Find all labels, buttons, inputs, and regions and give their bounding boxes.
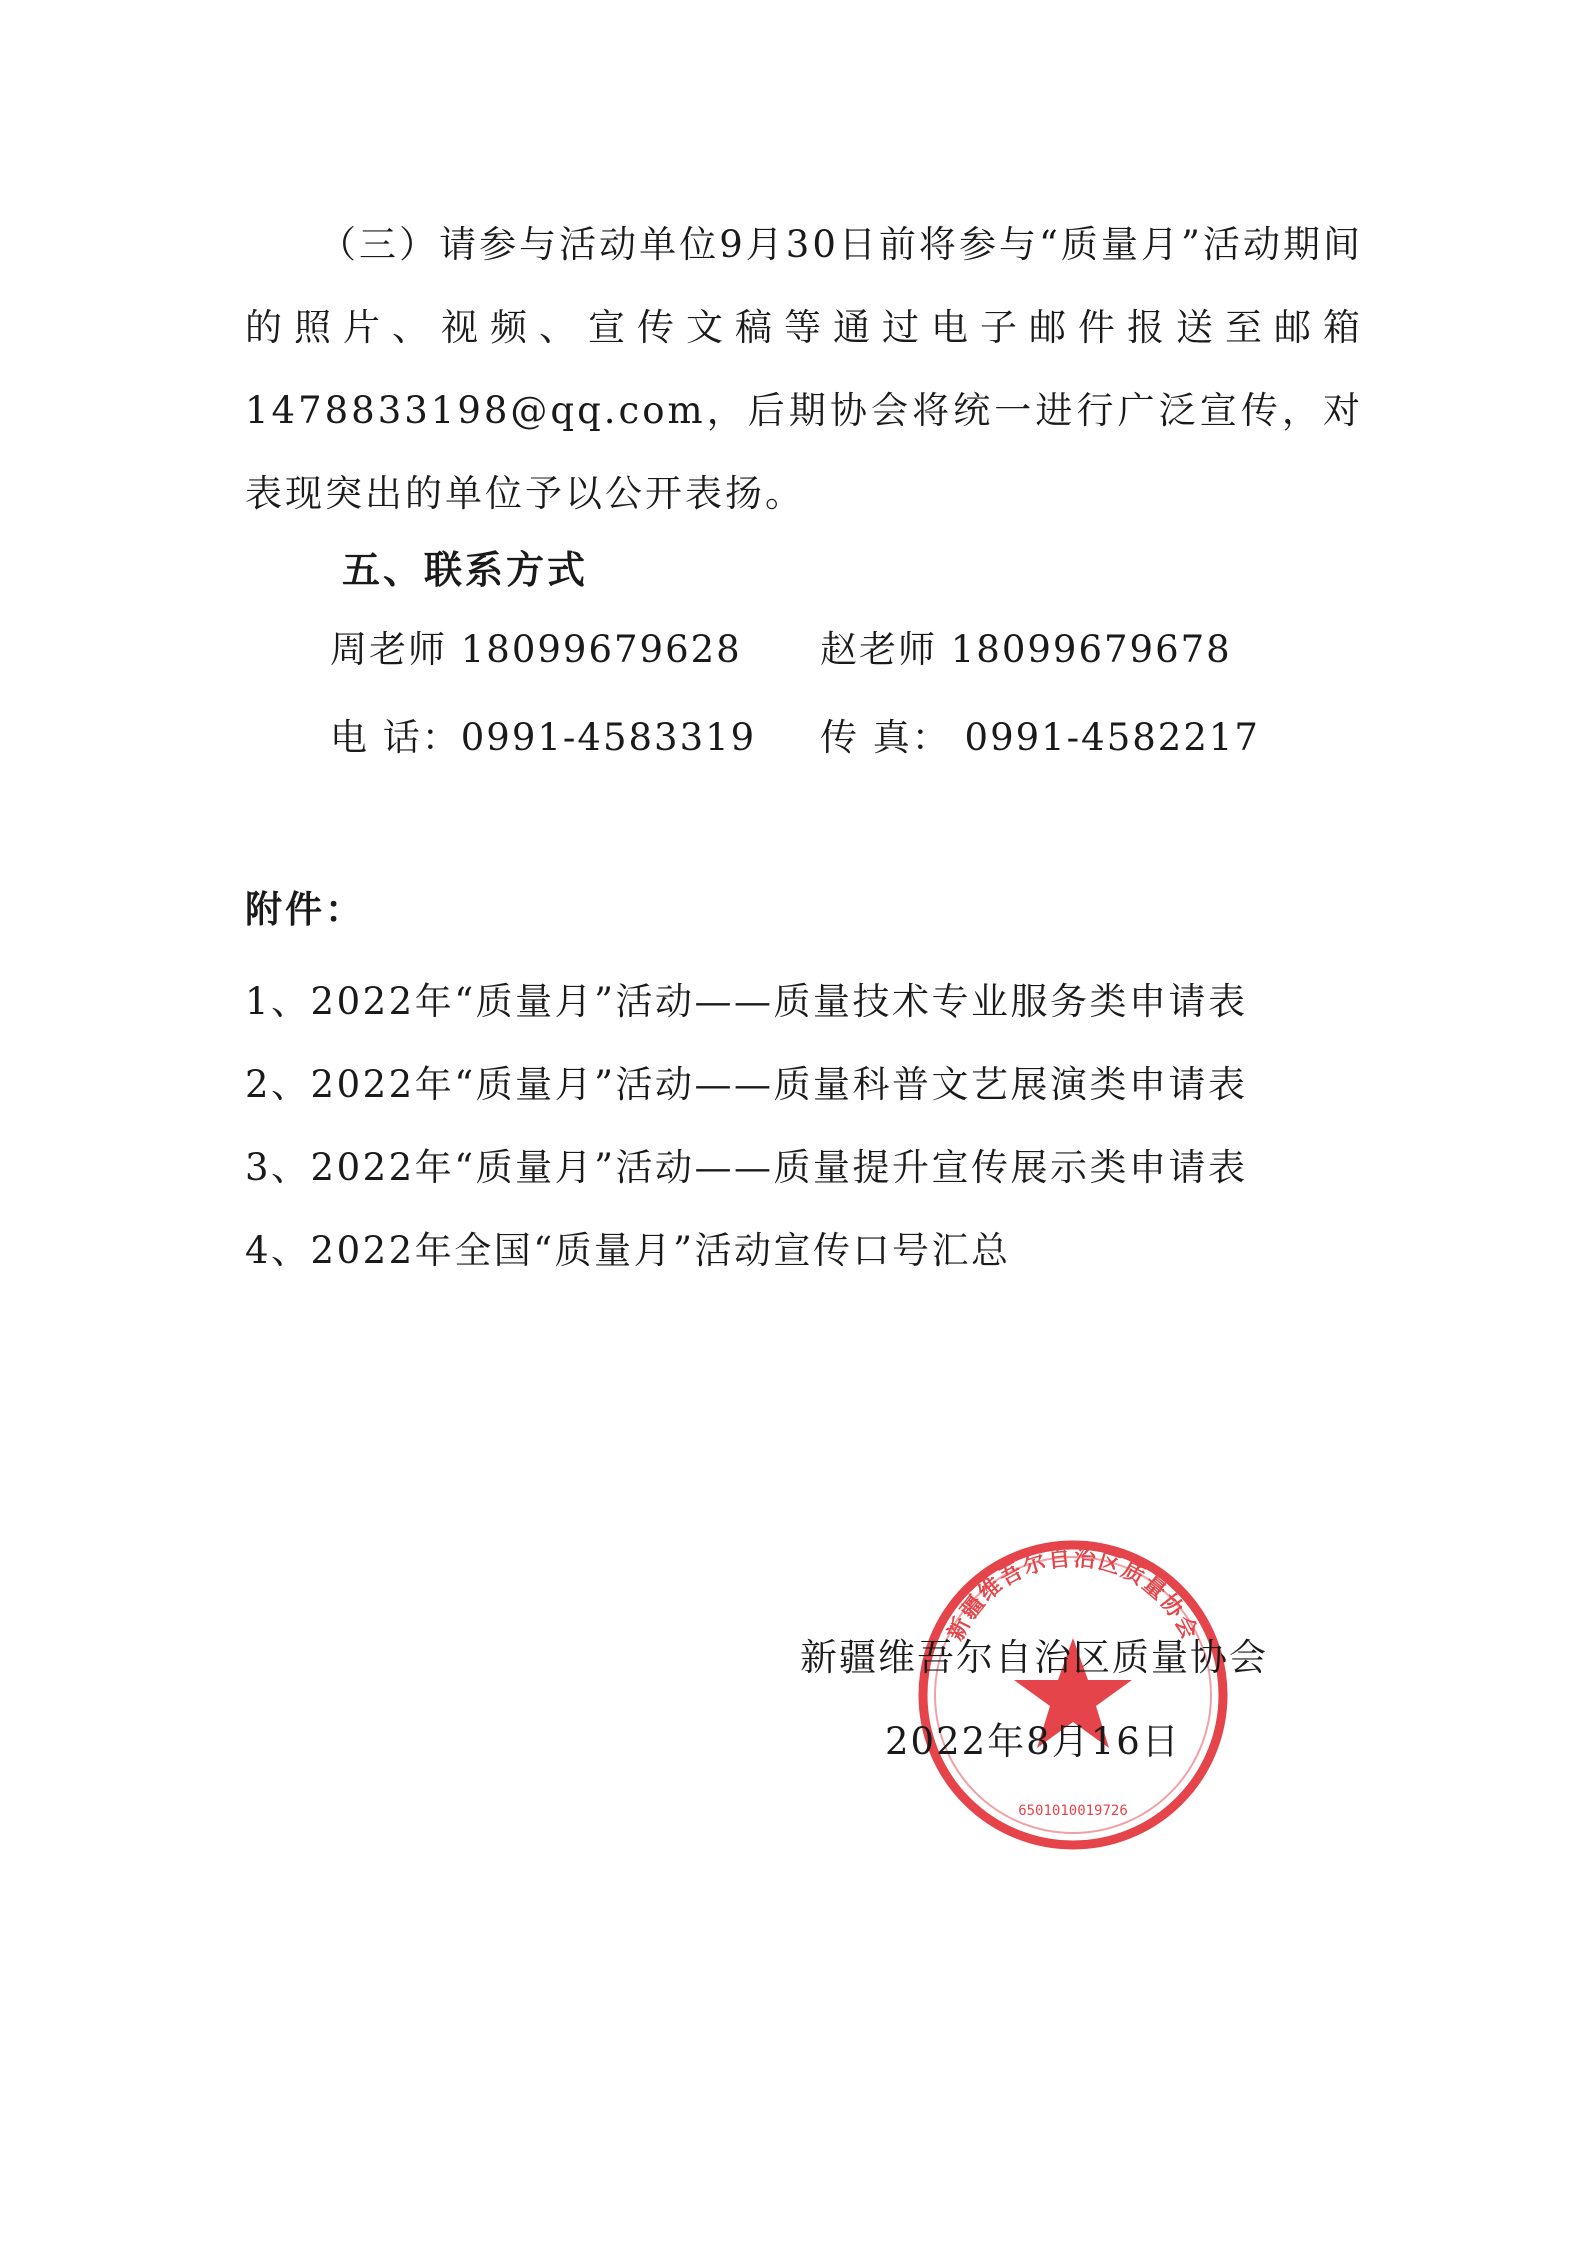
contact-row-teachers xyxy=(330,620,1232,680)
annex-item: 2、2022年“质量月”活动——质量科普文艺展演类申请表 xyxy=(245,1063,1248,1106)
contact-zhao: 赵老师 18099679678 xyxy=(820,628,1232,671)
annex-title: 附件： xyxy=(245,888,365,931)
seal-arc-text: 新疆维吾尔自治区质量协会 xyxy=(943,1546,1203,1645)
annex-item: 3、2022年“质量月”活动——质量提升宣传展示类申请表 xyxy=(245,1146,1248,1189)
signature-date: 2022年8月16日 xyxy=(885,1720,1181,1763)
annex-list xyxy=(245,960,1248,1292)
official-seal-stamp xyxy=(908,1530,1238,1860)
seal-number: 6501010019726 xyxy=(1018,1803,1128,1819)
annex-item: 4、2022年全国“质量月”活动宣传口号汇总 xyxy=(245,1229,1011,1272)
contact-row-phone-fax xyxy=(330,708,1260,768)
paragraph-submission: （三）请参与活动单位9月30日前将参与“质量月”活动期间的照片、视频、宣传文稿等通过电子邮件报送至邮箱1478833198@qq.com，后期协会将统一进行广泛宣传，对表现突出的单位予以公开表扬。 xyxy=(245,223,1363,515)
contact-phone: 电 话：0991-4583319 xyxy=(330,716,757,759)
contact-fax: 传 真： 0991-4582217 xyxy=(820,716,1260,759)
signature-organization: 新疆维吾尔自治区质量协会 xyxy=(800,1636,1268,1679)
contact-zhou: 周老师 18099679628 xyxy=(330,628,742,671)
annex-item: 1、2022年“质量月”活动——质量技术专业服务类申请表 xyxy=(245,980,1248,1023)
section-heading-contact: 五、联系方式 xyxy=(342,548,589,592)
